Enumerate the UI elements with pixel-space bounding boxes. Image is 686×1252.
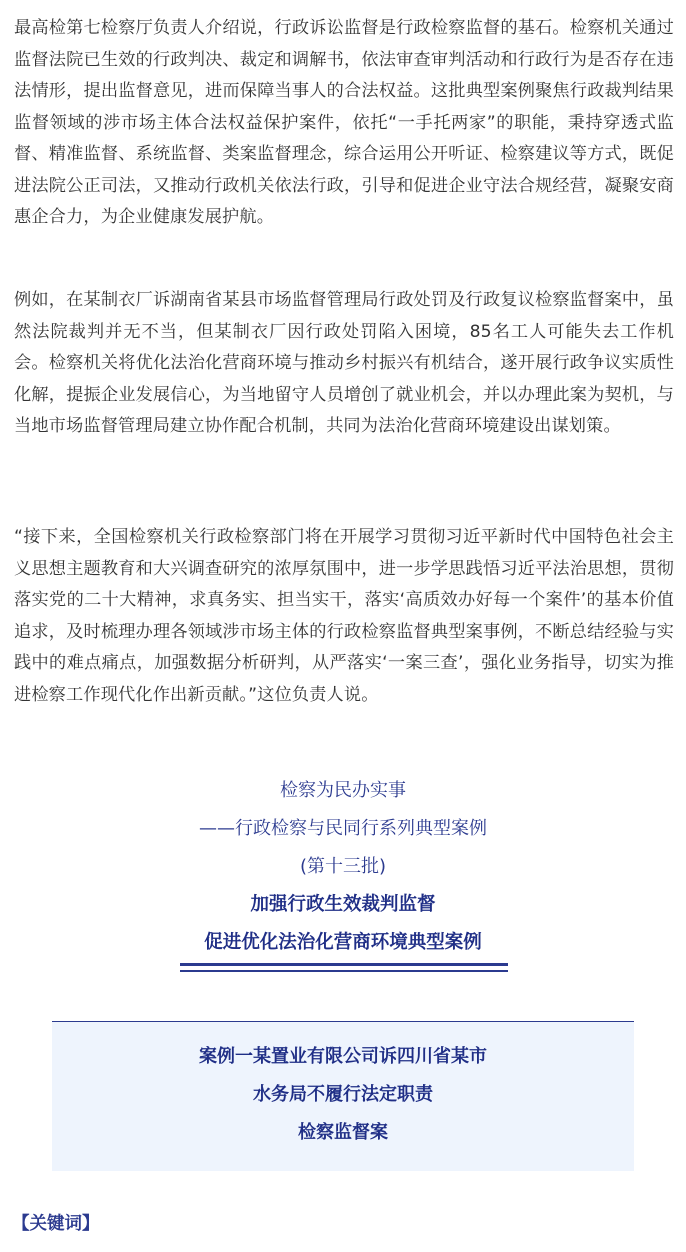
article-paragraph-intro: 最高检第七检察厅负责人介绍说，行政诉讼监督是行政检察监督的基石。检察机关通过监督法院已生效的行政判决、裁定和调解书，依法审查审判活动和行政行为是否存在违法情形，提出监督意见，进而保障当事人的合法权益。这批典型案例聚焦行政裁判结果监督领域的涉市场主体合法权益保护案件，依托“一手托两家”的职能，秉持穿透式监督、精准监督、系统监督、类案监督理念，综合运用公开听证、检察建议等方式，既促进法院公正司法，又推动行政机关依法行政，引导和促进企业守法合规经营，凝聚安商惠企合力，为企业健康发展护航。 <box>14 18 674 227</box>
case-title-box <box>52 1021 634 1171</box>
batch-number: (第十三批) <box>299 856 387 877</box>
keywords-label: 【关键词】 <box>12 1214 100 1234</box>
series-title: 检察为民办实事 <box>280 780 406 801</box>
heading-underline-thick <box>180 963 508 966</box>
topic-title-line-1: 加强行政生效裁判监督 <box>250 894 436 915</box>
article-paragraph-quote: “接下来，全国检察机关行政检察部门将在开展学习贯彻习近平新时代中国特色社会主义思想主题教育和大兴调查研究的浓厚氛围中，进一步学思践悟习近平法治思想，贯彻落实党的二十大精神，求真务实、担当实干，落实‘高质效办好每一个案件’的基本价值追求，及时梳理办理各领域涉市场主体的行政检察监督典型案事例，不断总结经验与实践中的难点痛点，加强数据分析研判，从严落实‘一案三查’，强化业务指导，切实为推进检察工作现代化作出新贡献。”这位负责人说。 <box>14 527 674 705</box>
case-title-line-1: 案例一某置业有限公司诉四川省某市 <box>199 1046 487 1067</box>
series-heading <box>0 772 686 962</box>
topic-title-line-2: 促进优化法治化营商环境典型案例 <box>204 932 482 953</box>
case-title-line-3: 检察监督案 <box>298 1122 388 1143</box>
heading-underline-thin <box>180 970 508 972</box>
series-subtitle: ——行政检察与民同行系列典型案例 <box>199 818 487 839</box>
case-title-line-2: 水务局不履行法定职责 <box>253 1084 433 1105</box>
article-paragraph-example: 例如，在某制衣厂诉湖南省某县市场监督管理局行政处罚及行政复议检察监督案中，虽然法院裁判并无不当，但某制衣厂因行政处罚陷入困境，85名工人可能失去工作机会。检察机关将优化法治化营商环境与推动乡村振兴有机结合，遂开展行政争议实质性化解，提振企业发展信心，为当地留守人员增创了就业机会，并以办理此案为契机，与当地市场监督管理局建立协作配合机制，共同为法治化营商环境建设出谋划策。 <box>14 290 674 436</box>
